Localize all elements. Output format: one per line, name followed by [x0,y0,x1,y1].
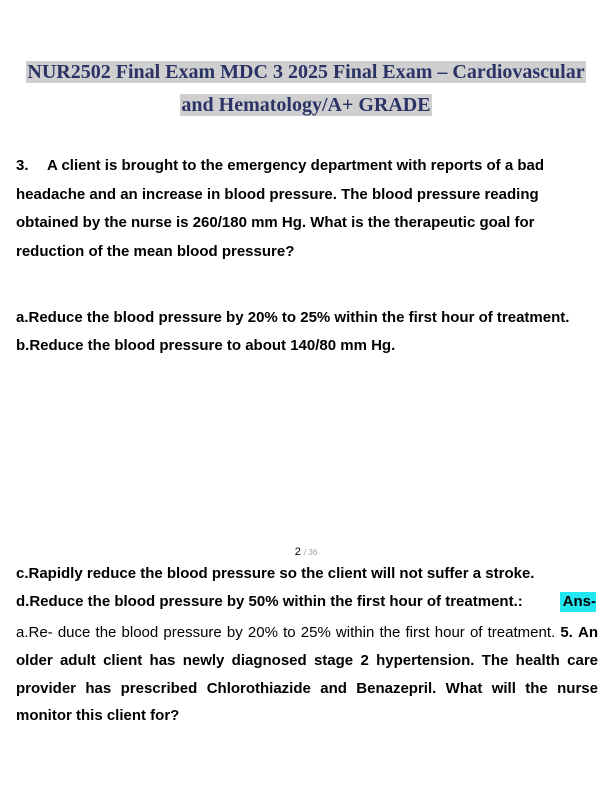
question-3-number: 3. [16,157,29,174]
document-title [0,56,612,122]
page-total: / 36 [303,548,318,557]
option-d-row [16,592,596,612]
question-5-text: An older adult client has newly diagnosed stage 2 hypertension. The health care provider has prescribed Chlorothiazide and Benazepril. What will the nurse monitor this client for? [16,624,599,725]
answer-and-next-question [16,619,598,730]
question-3-text: A client is brought to the emergency department with reports of a bad headache and an increase in blood pressure. The blood pressure reading obtained by the nurse is 260/180 mm Hg. What is the therapeutic goal for reduction of the mean blood pressure? [16,157,545,260]
question-3 [16,152,598,266]
title-line-1: NUR2502 Final Exam MDC 3 2025 Final Exam – Cardiovascular [27,61,585,83]
option-b: b.Reduce the blood pressure to about 140/80 mm Hg. [16,337,396,354]
option-a: a.Reduce the blood pressure by 20% to 25% within the first hour of treatment. [16,309,570,326]
question-5-number: 5. [560,624,573,641]
page-current: 2 [294,546,301,558]
page-indicator [0,545,612,560]
option-c: c.Rapidly reduce the blood pressure so the client will not suffer a stroke. [16,565,535,582]
answer-text: a.Re- duce the blood pressure by 20% to 25% within the first hour of treatment. [16,624,556,641]
option-d: d.Reduce the blood pressure by 50% within the first hour of treatment.: [16,593,523,610]
answer-label: Ans- [560,592,596,612]
title-line-2: and Hematology/A+ GRADE [181,94,431,116]
